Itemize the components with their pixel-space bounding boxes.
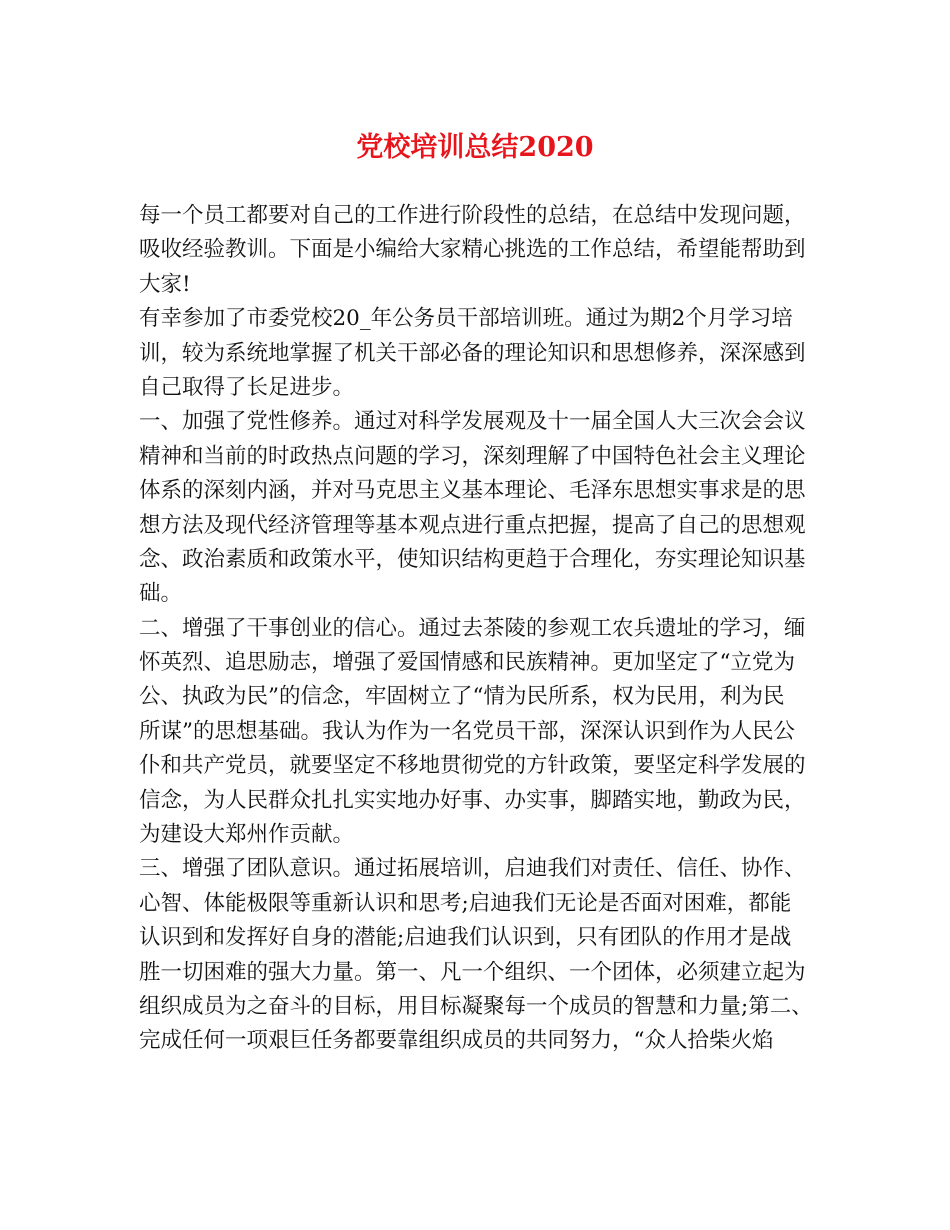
- body-line: 怀英烈、追思励志，增强了爱国情感和民族精神。更加坚定了“立党为: [139, 650, 795, 676]
- body-line: 体系的深刻内涵，并对马克思主义基本理论、毛泽东思想实事求是的思: [139, 478, 806, 504]
- body-line: 础。: [139, 581, 183, 607]
- body-line: 大家!: [139, 271, 191, 297]
- body-line: 念、政治素质和政策水平，使知识结构更趋于合理化，夯实理论知识基: [139, 546, 806, 572]
- body-line: 想方法及现代经济管理等基本观点进行重点把握，提高了自己的思想观: [139, 512, 806, 538]
- body-line: 公、执政为民”的信念，牢固树立了“情为民所系，权为民用，利为民: [139, 684, 785, 710]
- body-line: 完成任何一项艰巨任务都要靠组织成员的共同努力，“众人拾柴火焰: [139, 1028, 774, 1054]
- body-line: 每一个员工都要对自己的工作进行阶段性的总结，在总结中发现问题，: [139, 203, 806, 228]
- document-body: [139, 199, 829, 1059]
- body-line: 一、加强了党性修养。通过对科学发展观及十一届全国人大三次会会议: [139, 409, 806, 435]
- body-line: 仆和共产党员，就要坚定不移地贯彻党的方针政策，要坚定科学发展的: [139, 753, 806, 779]
- body-line: 三、增强了团队意识。通过拓展培训，启迪我们对责任、信任、协作、: [139, 856, 806, 882]
- body-line: 为建设大郑州作贡献。: [139, 822, 355, 848]
- body-line: 胜一切困难的强大力量。第一、凡一个组织、一个团体，必须建立起为: [139, 959, 806, 985]
- body-line: 自己取得了长足进步。: [139, 374, 355, 400]
- body-line: 信念，为人民群众扎扎实实地办好事、办实事，脚踏实地，勤政为民，: [139, 787, 806, 813]
- body-line: 组织成员为之奋斗的目标，用目标凝聚每一个成员的智慧和力量;第二、: [139, 993, 813, 1019]
- body-line: 吸收经验教训。下面是小编给大家精心挑选的工作总结，希望能帮助到: [139, 237, 806, 263]
- body-line: 认识到和发挥好自身的潜能;启迪我们认识到，只有团队的作用才是战: [139, 925, 792, 951]
- body-line: 有幸参加了市委党校20_年公务员干部培训班。通过为期2个月学习培: [139, 306, 793, 332]
- body-line: 训，较为系统地掌握了机关干部必备的理论知识和思想修养，深深感到: [139, 340, 806, 366]
- document-title: 党校培训总结2020: [356, 132, 594, 163]
- body-line: 二、增强了干事创业的信心。通过去茶陵的参观工农兵遗址的学习，缅: [139, 615, 806, 641]
- body-line: 精神和当前的时政热点问题的学习，深刻理解了中国特色社会主义理论: [139, 443, 806, 469]
- body-line: 所谋”的思想基础。我认为作为一名党员干部，深深认识到作为人民公: [139, 718, 795, 744]
- body-line: 心智、体能极限等重新认识和思考;启迪我们无论是否面对困难，都能: [139, 890, 792, 916]
